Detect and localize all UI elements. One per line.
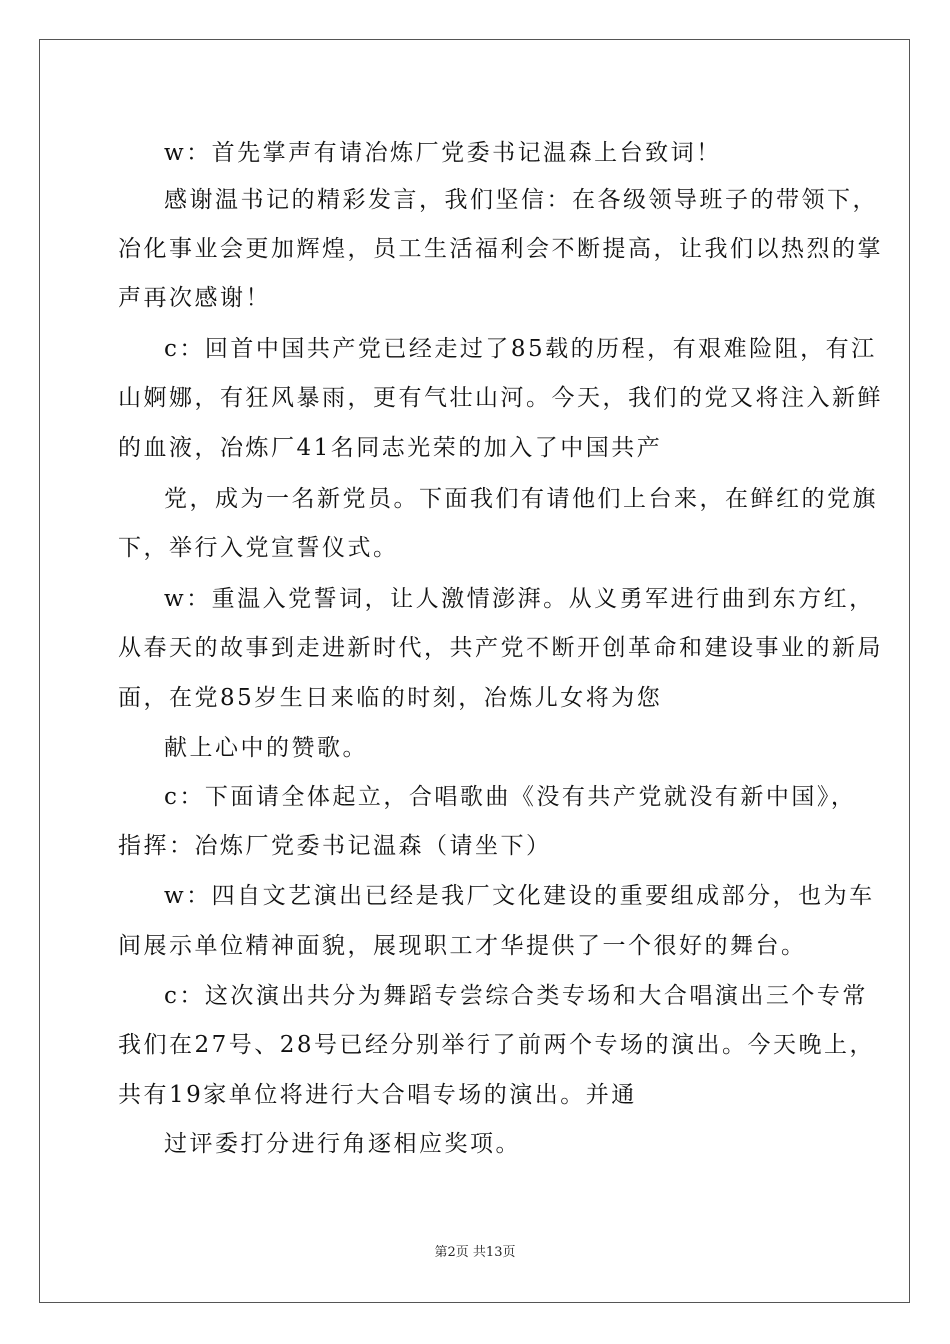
text-line: w：四自文艺演出已经是我厂文化建设的重要组成部分，也为车	[164, 883, 875, 909]
text-line: 献上心中的赞歌。	[164, 735, 368, 761]
text-line: 间展示单位精神面貌，展现职工才华提供了一个很好的舞台。	[118, 933, 807, 959]
text-line: 我们在27号、28号已经分别举行了前两个专场的演出。今天晚上，	[118, 1032, 876, 1058]
text-line: 的血液，冶炼厂41名同志光荣的加入了中国共产	[118, 435, 663, 461]
text-line: c：这次演出共分为舞蹈专尝综合类专场和大合唱演出三个专常	[164, 983, 868, 1009]
text-line: 从春天的故事到走进新时代，共产党不断开创革命和建设事业的新局	[118, 635, 883, 661]
page-number-footer: 第2页 共13页	[434, 1245, 516, 1260]
text-line: 感谢温书记的精彩发言，我们坚信：在各级领导班子的带领下，	[164, 187, 878, 213]
text-line: w：重温入党誓词，让人激情澎湃。从义勇军进行曲到东方红，	[164, 586, 875, 612]
text-line: 山婀娜，有狂风暴雨，更有气壮山河。今天，我们的党又将注入新鲜	[118, 385, 883, 411]
text-line: 冶化事业会更加辉煌，员工生活福利会不断提高，让我们以热烈的掌	[118, 236, 883, 262]
text-line: 下，举行入党宣誓仪式。	[118, 535, 399, 561]
page-border	[39, 39, 910, 1303]
text-line: 指挥：冶炼厂党委书记温森（请坐下）	[118, 833, 552, 859]
text-line: 共有19家单位将进行大合唱专场的演出。并通	[118, 1082, 637, 1108]
text-line: 过评委打分进行角逐相应奖项。	[164, 1131, 521, 1157]
text-line: 面，在党85岁生日来临的时刻，冶炼儿女将为您	[118, 685, 663, 711]
text-line: 声再次感谢！	[118, 285, 271, 311]
text-line: w：首先掌声有请冶炼厂党委书记温森上台致词！	[164, 140, 722, 166]
text-line: c：下面请全体起立，合唱歌曲《没有共产党就没有新中国》，	[164, 784, 857, 810]
text-line: c：回首中国共产党已经走过了85载的历程，有艰难险阻，有江	[164, 336, 877, 362]
text-line: 党，成为一名新党员。下面我们有请他们上台来，在鲜红的党旗	[164, 486, 878, 512]
